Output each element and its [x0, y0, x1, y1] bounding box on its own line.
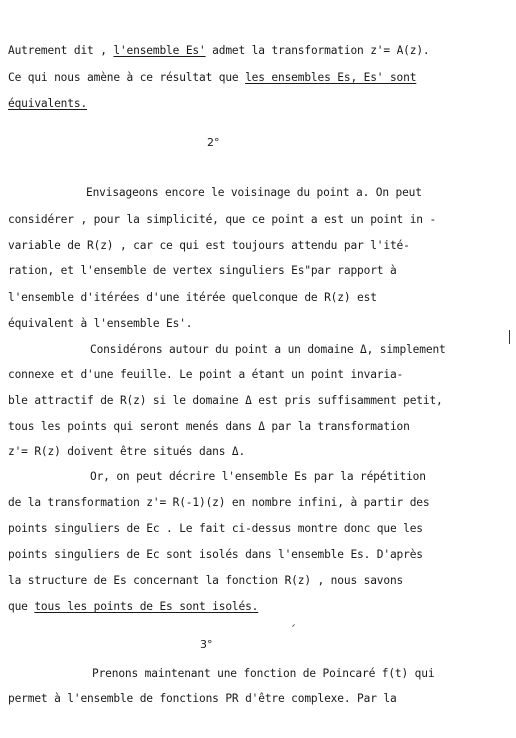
text-line-1-plain: Autrement dit , [8, 44, 114, 57]
text-line-11: connexe et d'une feuille. Le point a étant un point invaria- [8, 368, 404, 381]
text-line-12: ble attractif de R(z) si le domaine Δ est pris suffisamment petit, [8, 394, 443, 407]
text-line-5: considérer , pour la simplicité, que ce point a est un point in - [8, 213, 437, 226]
text-line-1 [8, 44, 508, 58]
text-line-19: la structure de Es concernant la fonction R(z) , nous savons [8, 574, 404, 587]
text-line-6: variable de R(z) , car ce qui est toujours attendu par l'ité- [8, 239, 410, 252]
text-line-17: points singuliers de Ec . Le fait ci-dessus montre donc que les [8, 522, 423, 535]
text-line-15: Or, on peut décrire l'ensemble Es par la répétition [90, 470, 426, 483]
text-line-9: équivalent à l'ensemble Es'. [8, 317, 193, 330]
text-line-13: tous les points qui seront menés dans Δ par la transformation [8, 420, 410, 433]
text-line-18: points singuliers de Ec sont isolés dans l'ensemble Es. D'après [8, 548, 423, 561]
text-line-2-underlined: les ensembles Es, Es' sont [245, 71, 417, 84]
section-mark-3: 3° [200, 638, 213, 651]
text-line-3-underlined: équivalents. [8, 97, 88, 110]
text-line-20-underlined: tous les points de Es sont isolés. [34, 600, 259, 613]
text-line-1-underlined: l'ensemble Es' [113, 44, 206, 57]
text-line-10: Considérons autour du point a un domaine Δ, simplement [90, 343, 446, 356]
text-line-14: z'= R(z) doivent être situés dans Δ. [8, 445, 246, 458]
text-line-1-tail: admet la transformation z'= A(z). [212, 44, 430, 57]
text-line-2 [8, 71, 508, 85]
margin-mark [509, 330, 510, 344]
text-line-16: de la transformation z'= R(-1)(z) en nombre infini, à partir des [8, 496, 430, 509]
text-line-20-plain: que [8, 600, 35, 613]
text-line-2-plain: Ce qui nous amène à ce résultat que [8, 71, 246, 84]
text-line-20 [8, 600, 508, 614]
text-line-7: ration, et l'ensemble de vertex singuliers Es"par rapport à [8, 264, 397, 277]
text-line-8: l'ensemble d'itérées d'une itérée quelconque de R(z) est [8, 291, 377, 304]
text-line-21: Prenons maintenant une fonction de Poincaré f(t) qui [92, 667, 435, 680]
section-mark-2: 2° [207, 136, 220, 149]
text-line-22: permet à l'ensemble de fonctions PR d'être complexe. Par la [8, 692, 397, 705]
text-line-3 [8, 97, 508, 111]
text-line-4: Envisageons encore le voisinage du point a. On peut [86, 186, 422, 199]
stray-mark [292, 624, 295, 627]
